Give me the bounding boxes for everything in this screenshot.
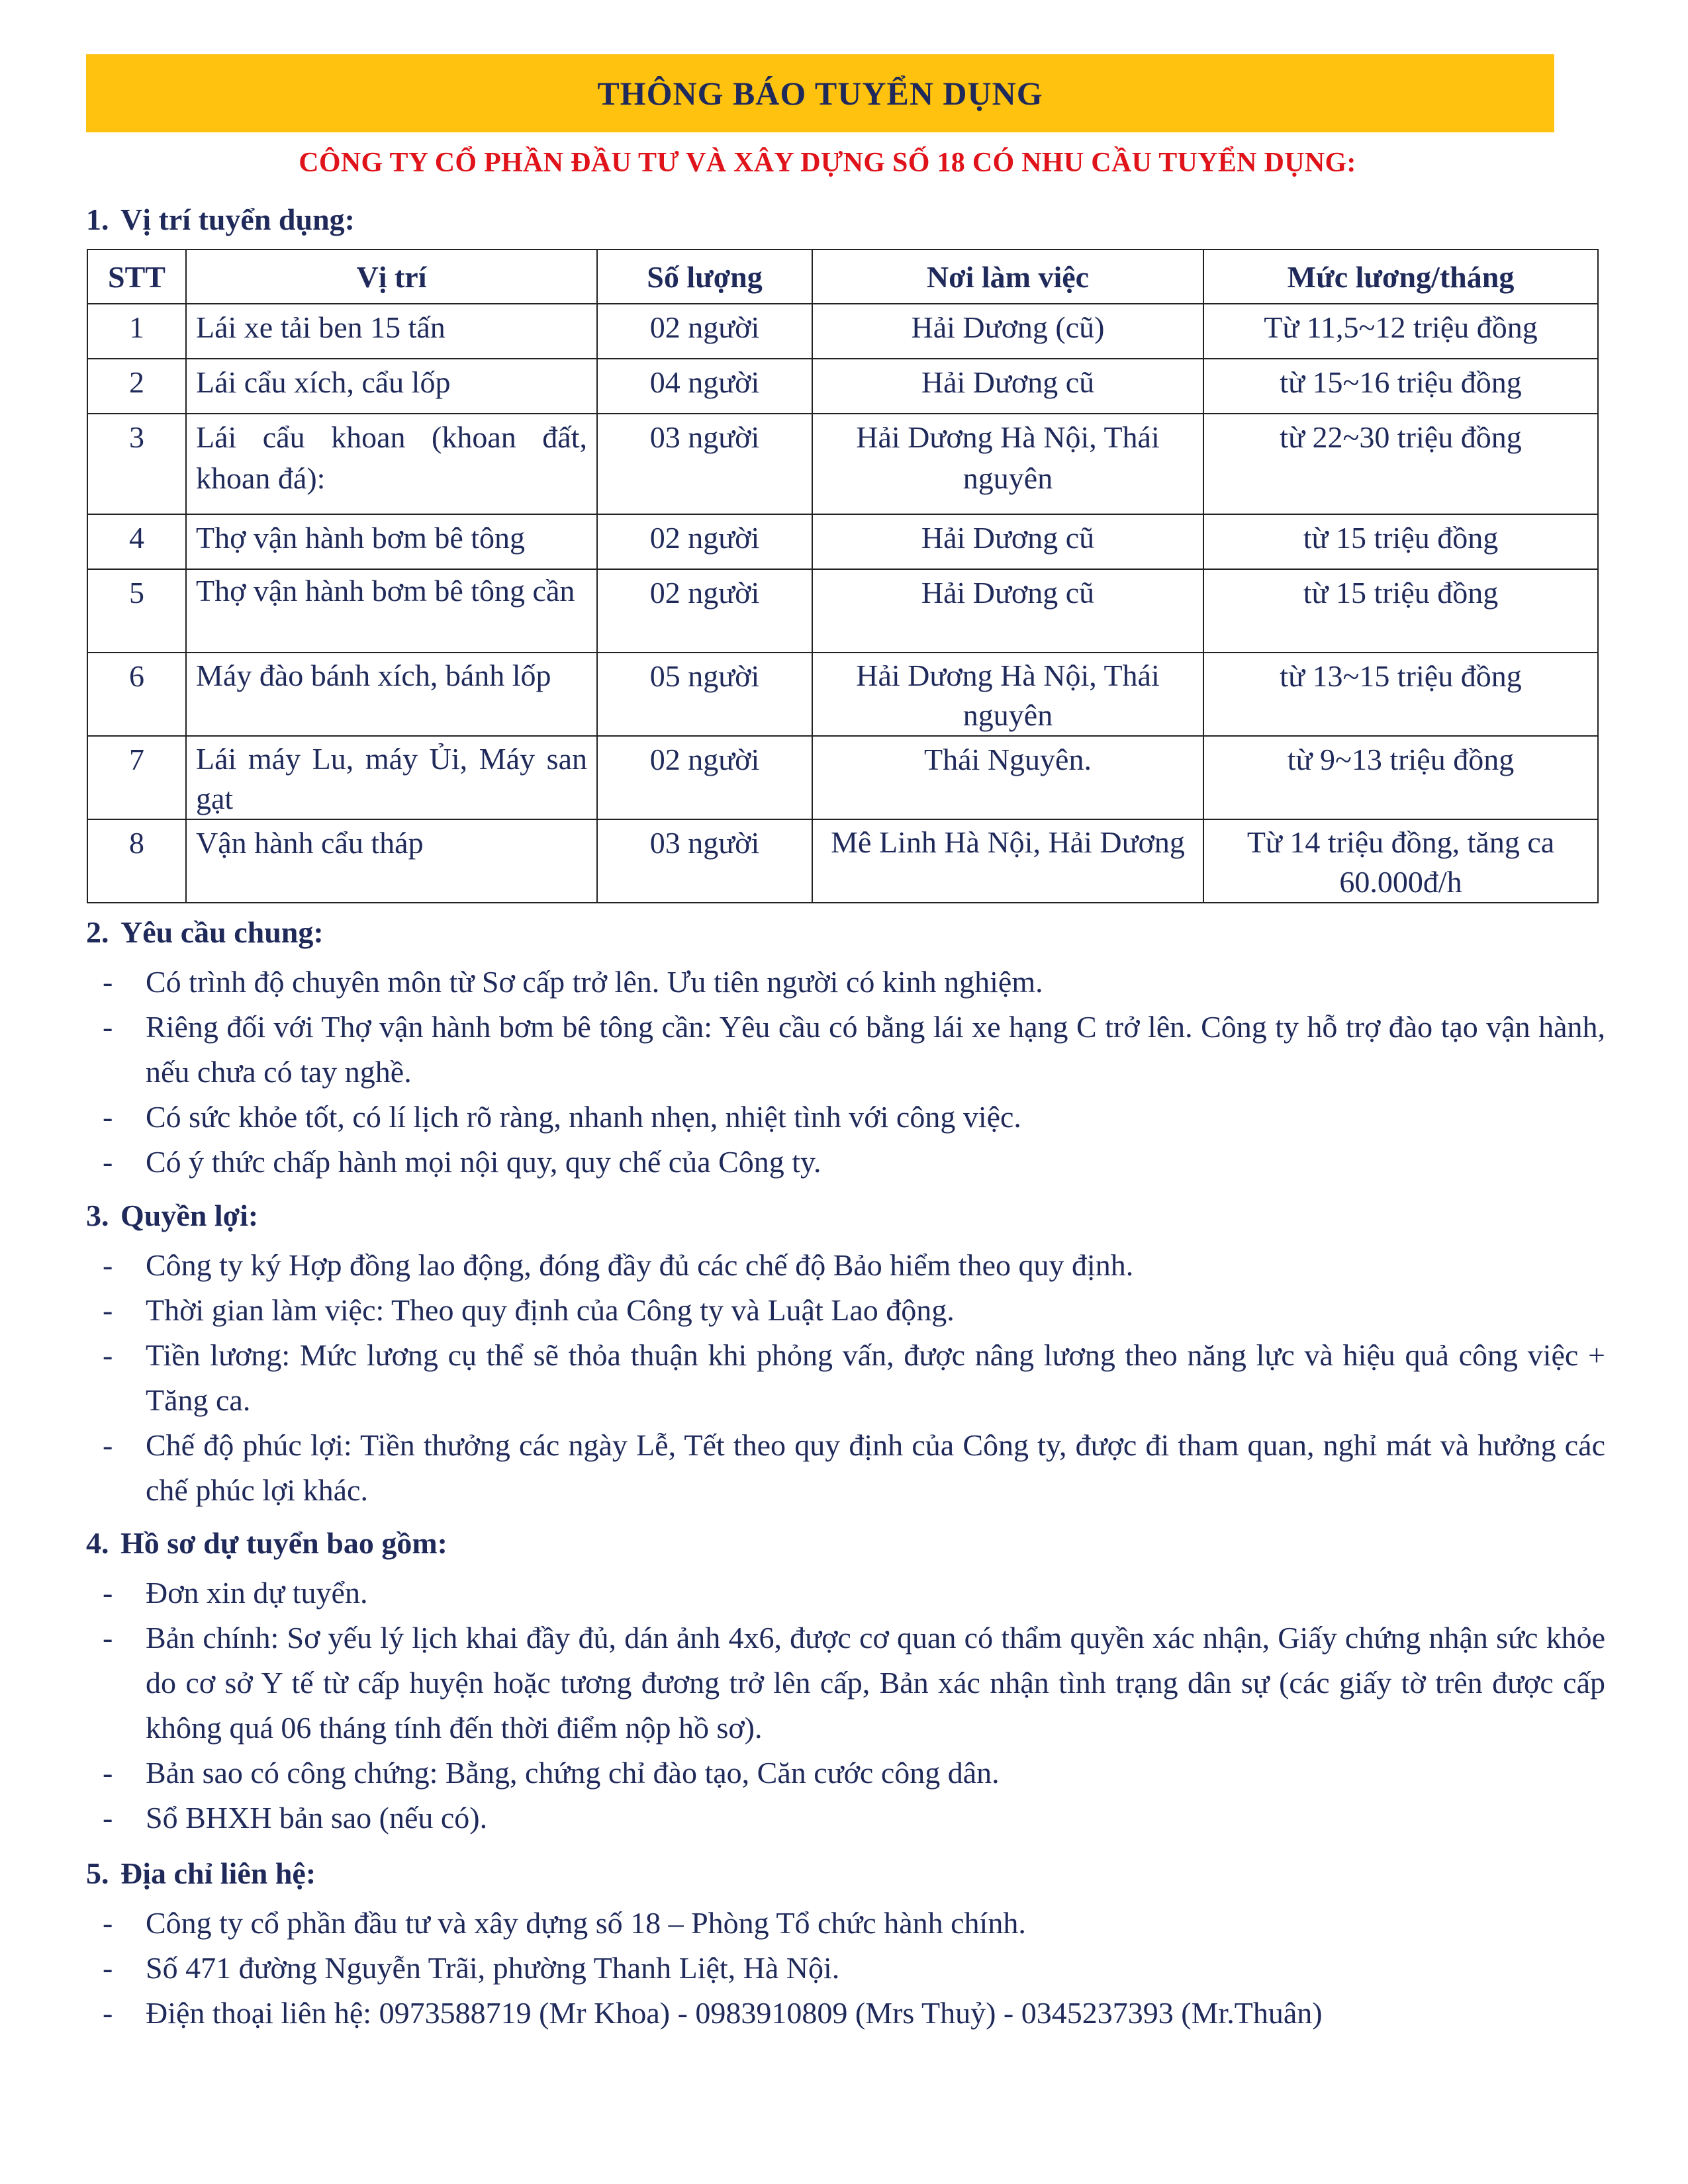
bullet-dash: - xyxy=(103,1338,113,1372)
cell-salary: từ 15~16 triệu đồng xyxy=(1203,359,1598,414)
table-row xyxy=(87,819,1598,903)
cell-quantity: 02 người xyxy=(597,569,812,653)
section-number: 3. xyxy=(86,1199,109,1232)
list-item: - Riêng đối với Thợ vận hành bơm bê tông cần: Yêu cầu có bằng lái xe hạng C trở lên. Công ty hỗ trợ đào tạo vận hành, nếu chưa có tay nghề. xyxy=(103,1005,1605,1095)
bullet-dash: - xyxy=(103,1428,113,1462)
contact-phones: Điện thoại liên hệ: 0973588719 (Mr Khoa) - 0983910809 (Mrs Thuỷ) - 0345237393 (Mr.Thuân) xyxy=(146,1996,1323,2030)
header-location: Nơi làm việc xyxy=(812,250,1203,304)
cell-location: Hải Dương (cũ) xyxy=(812,304,1203,359)
bullet-dash: - xyxy=(103,1100,113,1134)
cell-quantity: 03 người xyxy=(597,819,812,903)
section-title: Yêu cầu chung: xyxy=(120,915,324,949)
benefits-list xyxy=(103,1243,1605,1513)
cell-position: Lái cẩu khoan (khoan đất, khoan đá): xyxy=(186,414,597,514)
requirements-list xyxy=(103,960,1605,1185)
section-heading-documents xyxy=(86,1525,447,1561)
header-quantity: Số lượng xyxy=(597,250,812,304)
section-title: Quyền lợi: xyxy=(120,1199,259,1232)
cell-salary: từ 15 triệu đồng xyxy=(1203,514,1598,569)
bullet-dash: - xyxy=(103,1145,113,1179)
bullet-dash: - xyxy=(103,1756,113,1790)
list-item: - Có ý thức chấp hành mọi nội quy, quy chế của Công ty. xyxy=(103,1140,1605,1185)
table-row xyxy=(87,569,1598,653)
list-item xyxy=(103,1991,1605,2036)
list-item: - Có trình độ chuyên môn từ Sơ cấp trở lên. Ưu tiên người có kinh nghiệm. xyxy=(103,960,1605,1005)
bullet-dash: - xyxy=(103,1576,113,1610)
section-number: 2. xyxy=(86,915,109,949)
positions-table xyxy=(87,249,1599,903)
cell-salary: Từ 14 triệu đồng, tăng ca 60.000đ/h xyxy=(1203,819,1598,903)
cell-stt: 3 xyxy=(87,414,186,514)
cell-position: Thợ vận hành bơm bê tông xyxy=(186,514,597,569)
documents-list xyxy=(103,1570,1605,1841)
cell-quantity: 02 người xyxy=(597,514,812,569)
section-heading-benefits xyxy=(86,1198,258,1233)
cell-salary: Từ 11,5~12 triệu đồng xyxy=(1203,304,1598,359)
bullet-dash: - xyxy=(103,1621,113,1655)
section-number: 5. xyxy=(86,1856,109,1890)
section-number: 1. xyxy=(86,203,109,236)
bullet-dash: - xyxy=(103,1906,113,1940)
list-item: - Công ty ký Hợp đồng lao động, đóng đầy đủ các chế độ Bảo hiểm theo quy định. xyxy=(103,1243,1605,1288)
cell-location: Hải Dương cũ xyxy=(812,569,1203,653)
company-subtitle: CÔNG TY CỔ PHẦN ĐẦU TƯ VÀ XÂY DỰNG SỐ 18 CÓ NHU CẦU TUYỂN DỤNG: xyxy=(299,148,1356,178)
cell-quantity: 05 người xyxy=(597,653,812,736)
cell-location: Hải Dương cũ xyxy=(812,359,1203,414)
section-heading-requirements xyxy=(86,915,324,950)
cell-position: Máy đào bánh xích, bánh lốp xyxy=(186,653,597,736)
cell-salary: từ 13~15 triệu đồng xyxy=(1203,653,1598,736)
bullet-dash: - xyxy=(103,1293,113,1327)
cell-position: Thợ vận hành bơm bê tông cần xyxy=(186,569,597,653)
list-item: - Tiền lương: Mức lương cụ thể sẽ thỏa thuận khi phỏng vấn, được nâng lương theo năng lực và hiệu quả công việc + Tăng ca. xyxy=(103,1333,1605,1423)
header-position: Vị trí xyxy=(186,250,597,304)
table-row xyxy=(87,736,1598,819)
cell-position: Lái máy Lu, máy Ủi, Máy san gạt xyxy=(186,736,597,819)
bullet-dash: - xyxy=(103,1996,113,2030)
list-item: - Đơn xin dự tuyển. xyxy=(103,1570,1605,1615)
section-title: Địa chỉ liên hệ: xyxy=(120,1856,316,1890)
section-title: Hồ sơ dự tuyển bao gồm: xyxy=(120,1526,447,1560)
table-row xyxy=(87,304,1598,359)
bullet-dash: - xyxy=(103,1951,113,1985)
cell-stt: 2 xyxy=(87,359,186,414)
table-row xyxy=(87,359,1598,414)
cell-location: Hải Dương Hà Nội, Thái nguyên xyxy=(812,414,1203,514)
header-stt: STT xyxy=(87,250,186,304)
cell-stt: 4 xyxy=(87,514,186,569)
contact-list xyxy=(103,1901,1605,2036)
section-title: Vị trí tuyển dụng: xyxy=(120,203,355,236)
bullet-dash: - xyxy=(103,1248,113,1282)
notice-title-banner xyxy=(86,54,1554,132)
table-row xyxy=(87,653,1598,736)
cell-quantity: 04 người xyxy=(597,359,812,414)
table-header-row xyxy=(87,250,1598,304)
cell-location: Hải Dương cũ xyxy=(812,514,1203,569)
list-item: - Bản sao có công chứng: Bằng, chứng chỉ đào tạo, Căn cước công dân. xyxy=(103,1751,1605,1796)
notice-title: THÔNG BÁO TUYỂN DỤNG xyxy=(597,75,1043,112)
list-item: - Thời gian làm việc: Theo quy định của Công ty và Luật Lao động. xyxy=(103,1288,1605,1333)
section-number: 4. xyxy=(86,1526,109,1560)
cell-stt: 6 xyxy=(87,653,186,736)
cell-position: Lái cẩu xích, cẩu lốp xyxy=(186,359,597,414)
cell-salary: từ 15 triệu đồng xyxy=(1203,569,1598,653)
section-heading-contact xyxy=(86,1856,316,1891)
cell-stt: 7 xyxy=(87,736,186,819)
list-item: - Bản chính: Sơ yếu lý lịch khai đầy đủ, dán ảnh 4x6, được cơ quan có thẩm quyền xác nhận, Giấy chứng nhận sức khỏe do cơ sở Y tế từ cấp huyện hoặc tương đương trở lên cấp, Bản xác nhận tình trạng dân sự (các giấy tờ trên được cấp không quá 06 tháng tính đến thời điểm nộp hồ sơ). xyxy=(103,1615,1605,1751)
header-salary: Mức lương/tháng xyxy=(1203,250,1598,304)
cell-stt: 8 xyxy=(87,819,186,903)
cell-location: Hải Dương Hà Nội, Thái nguyên xyxy=(812,653,1203,736)
bullet-dash: - xyxy=(103,965,113,999)
cell-salary: từ 9~13 triệu đồng xyxy=(1203,736,1598,819)
cell-quantity: 02 người xyxy=(597,304,812,359)
list-item: - Số 471 đường Nguyễn Trãi, phường Thanh Liệt, Hà Nội. xyxy=(103,1946,1605,1991)
list-item: - Sổ BHXH bản sao (nếu có). xyxy=(103,1796,1605,1841)
cell-salary: từ 22~30 triệu đồng xyxy=(1203,414,1598,514)
table-row xyxy=(87,414,1598,514)
cell-stt: 1 xyxy=(87,304,186,359)
bullet-dash: - xyxy=(103,1801,113,1835)
list-item: - Có sức khỏe tốt, có lí lịch rõ ràng, nhanh nhẹn, nhiệt tình với công việc. xyxy=(103,1095,1605,1140)
section-heading-positions xyxy=(86,202,355,237)
list-item: - Chế độ phúc lợi: Tiền thưởng các ngày Lễ, Tết theo quy định của Công ty, được đi tham quan, nghỉ mát và hưởng các chế phúc lợi khác. xyxy=(103,1423,1605,1513)
cell-position: Vận hành cẩu tháp xyxy=(186,819,597,903)
cell-location: Mê Linh Hà Nội, Hải Dương xyxy=(812,819,1203,903)
cell-location: Thái Nguyên. xyxy=(812,736,1203,819)
list-item: - Công ty cổ phần đầu tư và xây dựng số 18 – Phòng Tổ chức hành chính. xyxy=(103,1901,1605,1946)
cell-position: Lái xe tải ben 15 tấn xyxy=(186,304,597,359)
cell-quantity: 02 người xyxy=(597,736,812,819)
cell-quantity: 03 người xyxy=(597,414,812,514)
bullet-dash: - xyxy=(103,1010,113,1044)
table-row xyxy=(87,514,1598,569)
cell-stt: 5 xyxy=(87,569,186,653)
